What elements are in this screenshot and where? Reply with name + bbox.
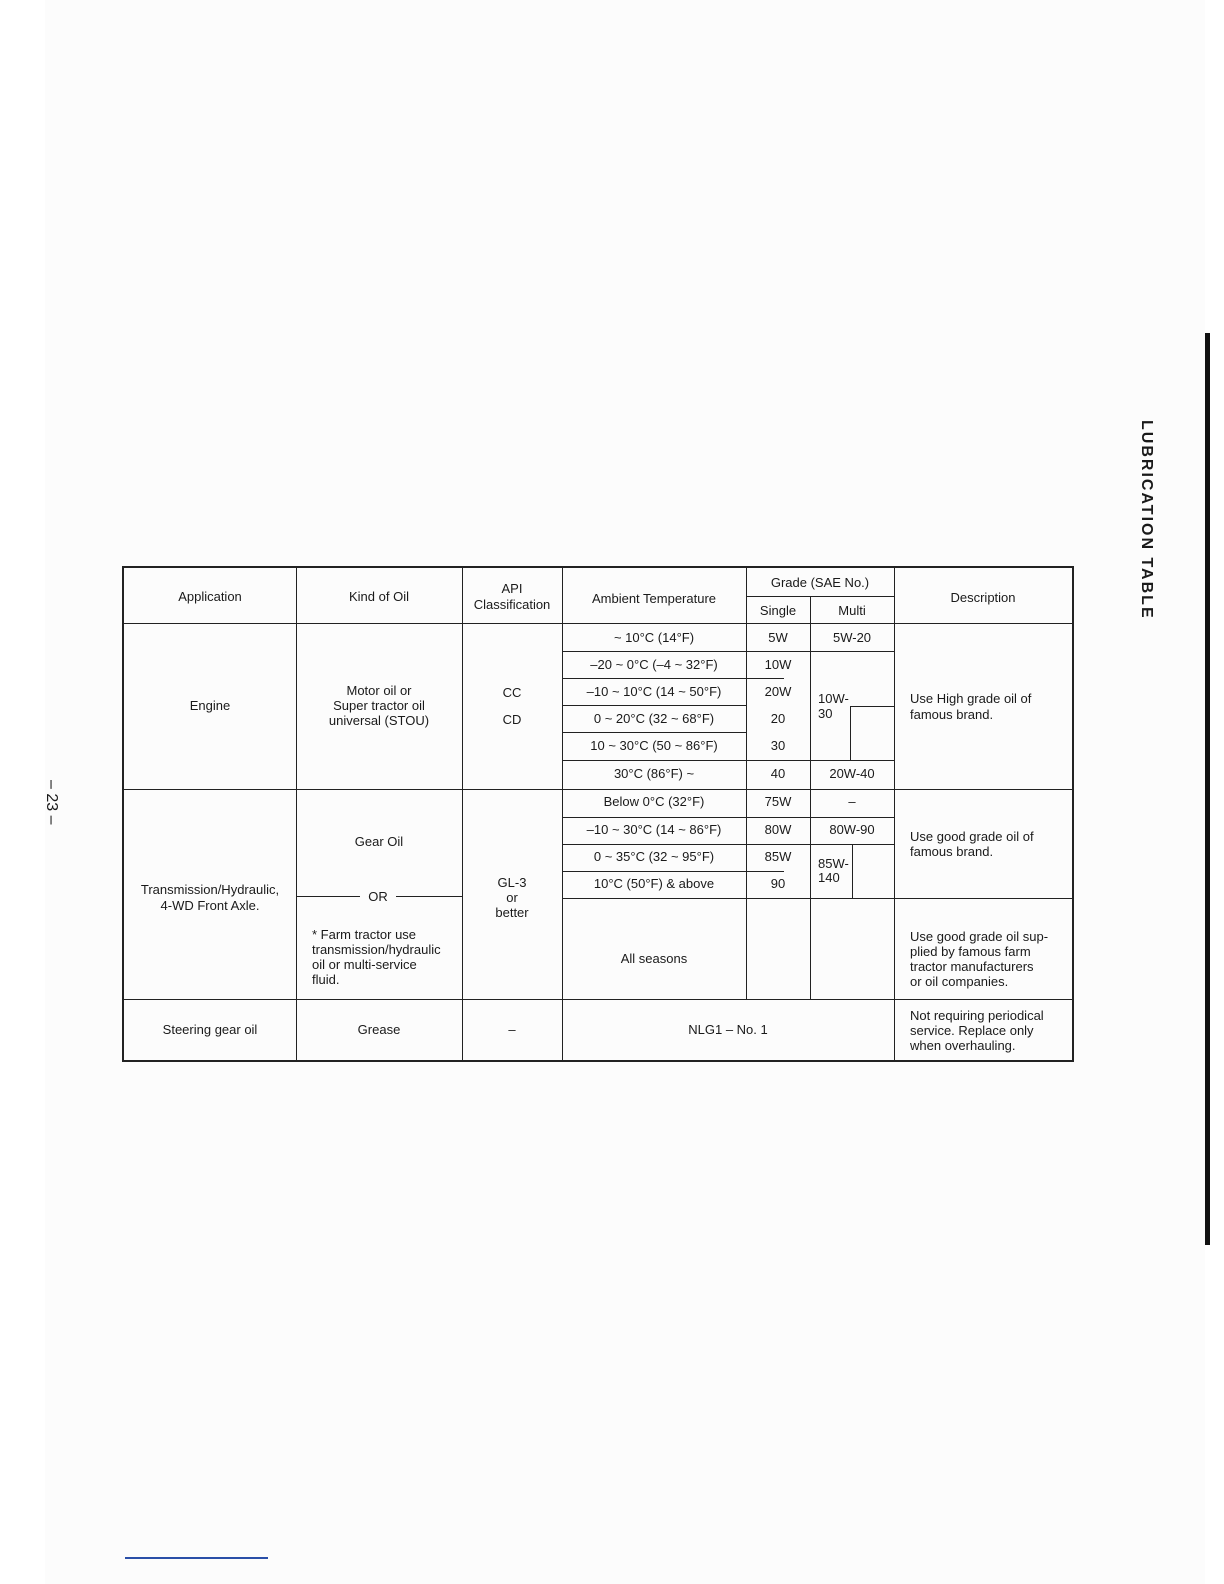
transmission-api: GL-3 bbox=[497, 875, 527, 890]
rule bbox=[562, 732, 746, 733]
col-line bbox=[296, 568, 297, 1060]
steering-description: when overhauling. bbox=[910, 1038, 1016, 1053]
transmission-description: famous brand. bbox=[910, 844, 994, 859]
or-label: OR bbox=[360, 889, 396, 904]
farm-oil-text: * Farm tractor use bbox=[312, 927, 417, 942]
multi-cell: 30 bbox=[818, 706, 833, 721]
page-number: – 23 – bbox=[43, 780, 60, 825]
bracket-line bbox=[850, 706, 851, 761]
single-cell: 85W bbox=[764, 849, 792, 864]
single-cell: 20W bbox=[764, 684, 792, 699]
transmission-application: 4-WD Front Axle. bbox=[160, 898, 260, 913]
section-title: LUBRICATION TABLE bbox=[1138, 420, 1155, 620]
rule bbox=[562, 898, 894, 899]
header-application: Application bbox=[178, 589, 242, 604]
farm-description: or oil companies. bbox=[910, 974, 1009, 989]
grade-divider-line bbox=[746, 596, 894, 597]
farm-oil-text: fluid. bbox=[312, 972, 340, 987]
bracket-line bbox=[852, 844, 853, 898]
lubrication-table bbox=[122, 566, 1074, 1062]
farm-description: tractor manufacturers bbox=[910, 959, 1034, 974]
steering-grade: NLG1 – No. 1 bbox=[688, 1022, 768, 1037]
engine-application: Engine bbox=[189, 698, 231, 713]
temp-cell: 0 ~ 20°C (32 ~ 68°F) bbox=[593, 711, 715, 726]
single-cell: 20 bbox=[770, 711, 786, 726]
multi-cell: 80W-90 bbox=[829, 822, 875, 837]
steering-description: Not requiring periodical bbox=[910, 1008, 1044, 1023]
engine-api: CD bbox=[502, 712, 522, 727]
header-api: Classification bbox=[473, 597, 551, 612]
single-cell: 30 bbox=[770, 738, 786, 753]
bracket-line bbox=[850, 706, 894, 707]
engine-oil: Motor oil or bbox=[346, 683, 412, 698]
gear-oil-label: Gear Oil bbox=[354, 834, 404, 849]
page-edge-bar bbox=[1205, 333, 1210, 1245]
col-line bbox=[894, 568, 895, 1060]
engine-oil: Super tractor oil bbox=[333, 698, 425, 713]
steering-application: Steering gear oil bbox=[162, 1022, 258, 1037]
farm-oil-text: transmission/hydraulic bbox=[312, 942, 441, 957]
single-cell: 40 bbox=[770, 766, 786, 781]
single-cell: 75W bbox=[764, 794, 792, 809]
temp-cell: ~ 10°C (14°F) bbox=[613, 630, 695, 645]
bracket-line bbox=[810, 844, 853, 845]
temp-cell: 30°C (86°F) ~ bbox=[613, 766, 695, 781]
single-cell: 5W bbox=[768, 630, 788, 645]
temp-cell: –10 ~ 10°C (14 ~ 50°F) bbox=[586, 684, 722, 699]
steering-api: – bbox=[508, 1022, 516, 1037]
engine-api: CC bbox=[502, 685, 522, 700]
header-description: Description bbox=[950, 590, 1016, 605]
header-multi: Multi bbox=[838, 603, 866, 618]
header-kind-of-oil: Kind of Oil bbox=[349, 589, 409, 604]
rule bbox=[562, 817, 894, 818]
steering-description: service. Replace only bbox=[910, 1023, 1034, 1038]
farm-description: plied by famous farm bbox=[910, 944, 1031, 959]
transmission-api: better bbox=[495, 905, 529, 920]
rule bbox=[562, 871, 784, 872]
rule bbox=[894, 898, 1072, 899]
multi-cell: – bbox=[848, 794, 856, 809]
header-single: Single bbox=[759, 603, 797, 618]
temp-cell: 0 ~ 35°C (32 ~ 95°F) bbox=[593, 849, 715, 864]
rule bbox=[562, 678, 784, 679]
all-seasons-cell: All seasons bbox=[620, 951, 688, 966]
transmission-application: Transmission/Hydraulic, bbox=[140, 882, 280, 897]
engine-oil: universal (STOU) bbox=[328, 713, 430, 728]
transmission-description: Use good grade oil of bbox=[910, 829, 1034, 844]
single-cell: 90 bbox=[770, 876, 786, 891]
multi-cell: 10W- bbox=[818, 691, 849, 706]
rule bbox=[562, 705, 746, 706]
temp-cell: Below 0°C (32°F) bbox=[603, 794, 705, 809]
multi-cell: 5W-20 bbox=[832, 630, 872, 645]
engine-description: Use High grade oil of bbox=[910, 691, 1032, 706]
farm-description: Use good grade oil sup- bbox=[910, 929, 1049, 944]
multi-cell: 85W- bbox=[818, 856, 849, 871]
single-cell: 10W bbox=[764, 657, 792, 672]
bracket-line bbox=[810, 760, 851, 761]
single-cell: 80W bbox=[764, 822, 792, 837]
temp-cell: –20 ~ 0°C (–4 ~ 32°F) bbox=[590, 657, 718, 672]
farm-oil-text: oil or multi-service bbox=[312, 957, 417, 972]
engine-description: famous brand. bbox=[910, 707, 994, 722]
temp-cell: 10 ~ 30°C (50 ~ 86°F) bbox=[590, 738, 718, 753]
header-ambient: Ambient Temperature bbox=[591, 591, 717, 606]
header-bottom-line bbox=[124, 623, 1072, 624]
transmission-api: or bbox=[506, 890, 518, 905]
rule bbox=[562, 651, 894, 652]
multi-cell: 20W-40 bbox=[829, 766, 875, 781]
col-line bbox=[462, 568, 463, 1060]
multi-cell: 140 bbox=[818, 870, 840, 885]
transmission-bottom-line bbox=[124, 999, 1072, 1000]
header-grade: Grade (SAE No.) bbox=[770, 575, 870, 590]
bottom-rule bbox=[125, 1557, 268, 1559]
engine-bottom-line bbox=[124, 789, 1072, 790]
temp-cell: –10 ~ 30°C (14 ~ 86°F) bbox=[586, 822, 722, 837]
steering-oil: Grease bbox=[357, 1022, 401, 1037]
temp-cell: 10°C (50°F) & above bbox=[593, 876, 715, 891]
header-api: API bbox=[501, 581, 523, 596]
